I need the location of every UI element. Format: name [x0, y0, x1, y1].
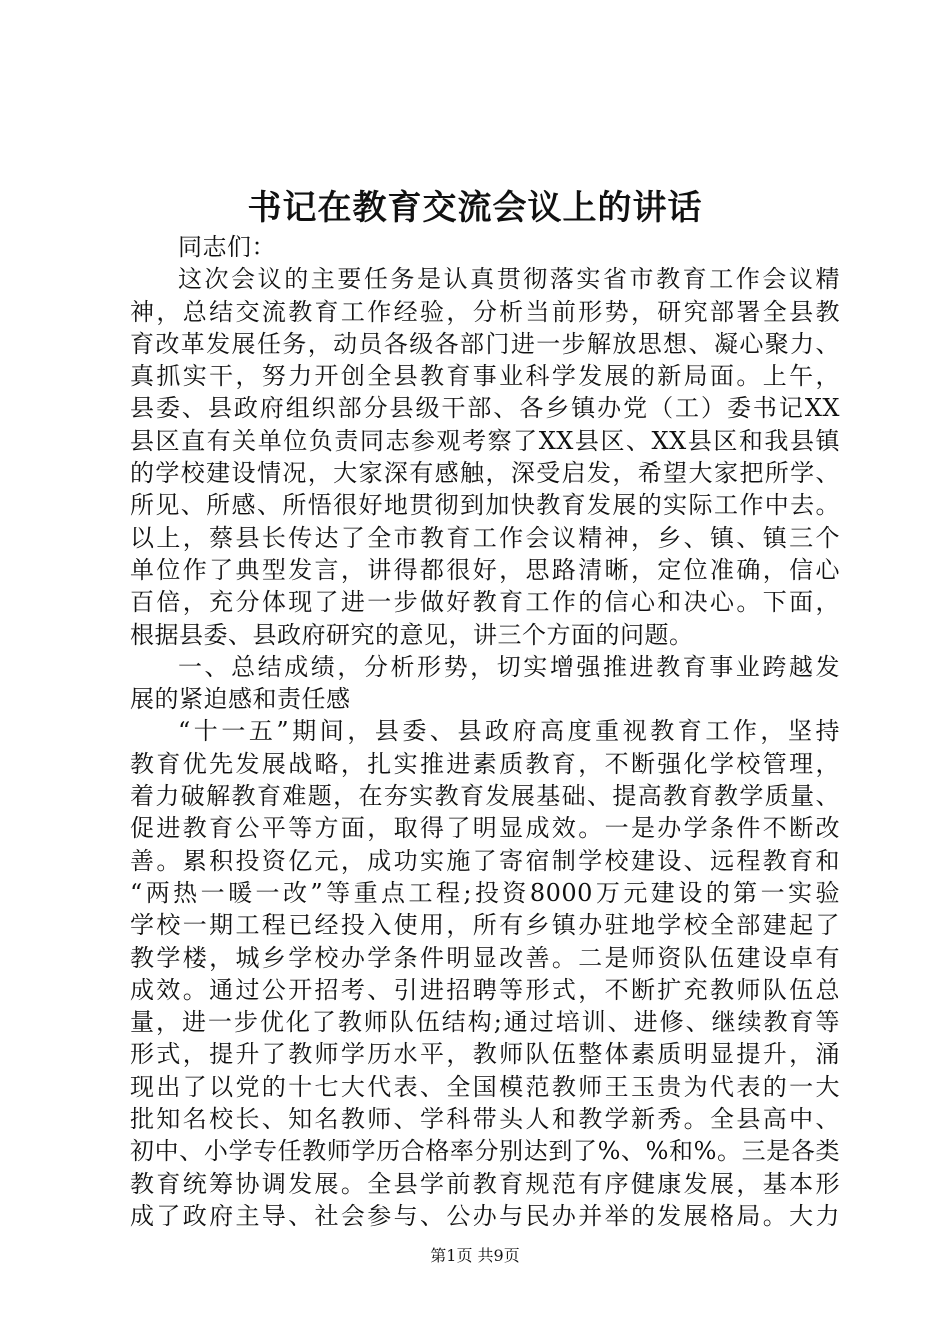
body-line: 县区直有关单位负责同志参观考察了XX县区、XX县区和我县镇 [130, 426, 840, 455]
body-line: 批知名校长、知名教师、学科带头人和教学新秀。全县高中、 [130, 1105, 840, 1134]
body-line: 根据县委、县政府研究的意见，讲三个方面的问题。 [130, 620, 694, 649]
body-line: 学校一期工程已经投入使用，所有乡镇办驻地学校全部建起了 [130, 911, 840, 940]
body-line: 以上，蔡县长传达了全市教育工作会议精神，乡、镇、镇三个 [130, 523, 840, 552]
body-line: 真抓实干，努力开创全县教育事业科学发展的新局面。上午， [130, 362, 840, 391]
body-line: 善。累积投资亿元，成功实施了寄宿制学校建设、远程教育和 [130, 846, 840, 875]
body-line: 这次会议的主要任务是认真贯彻落实省市教育工作会议精 [178, 265, 840, 294]
body-line: 所见、所感、所悟很好地贯彻到加快教育发展的实际工作中去。 [130, 491, 840, 520]
body-line: 县委、县政府组织部分县级干部、各乡镇办党（工）委书记XX [130, 394, 840, 423]
body-line: 百倍，充分体现了进一步做好教育工作的信心和决心。下面， [130, 588, 840, 617]
body-line: 神，总结交流教育工作经验，分析当前形势，研究部署全县教 [130, 297, 840, 326]
section-heading-line: 一、总结成绩，分析形势，切实增强推进教育事业跨越发 [178, 652, 840, 681]
body-line: 形式，提升了教师学历水平，教师队伍整体素质明显提升，涌 [130, 1040, 840, 1069]
body-line: “十一五”期间，县委、县政府高度重视教育工作，坚持 [178, 717, 840, 746]
body-line: 教育统筹协调发展。全县学前教育规范有序健康发展，基本形 [130, 1169, 840, 1198]
body-line: 育改革发展任务，动员各级各部门进一步解放思想、凝心聚力、 [130, 329, 840, 358]
body-line: 成了政府主导、社会参与、公办与民办并举的发展格局。大力 [130, 1201, 840, 1230]
document-body [130, 231, 840, 1232]
body-line: 成效。通过公开招考、引进招聘等形式，不断扩充教师队伍总 [130, 975, 840, 1004]
body-line: 教育优先发展战略，扎实推进素质教育，不断强化学校管理， [130, 749, 840, 778]
body-line: 量，进一步优化了教师队伍结构;通过培训、进修、继续教育等 [130, 1008, 840, 1037]
body-line: 初中、小学专任教师学历合格率分别达到了%、%和%。三是各类 [130, 1137, 840, 1166]
body-line: 着力破解教育难题，在夯实教育发展基础、提高教育教学质量、 [130, 782, 840, 811]
body-line: 的学校建设情况，大家深有感触，深受启发，希望大家把所学、 [130, 459, 840, 488]
document-title: 书记在教育交流会议上的讲话 [247, 188, 703, 228]
body-line: “两热一暖一改”等重点工程;投资8000万元建设的第一实验 [130, 878, 840, 907]
page-number-footer: 第1页 共9页 [430, 1246, 520, 1265]
body-line: 现出了以党的十七大代表、全国模范教师王玉贵为代表的一大 [130, 1072, 840, 1101]
body-line: 促进教育公平等方面，取得了明显成效。一是办学条件不断改 [130, 814, 840, 843]
salutation-line: 同志们： [178, 233, 276, 261]
body-line: 单位作了典型发言，讲得都很好，思路清晰，定位准确，信心 [130, 555, 840, 584]
body-line: 教学楼，城乡学校办学条件明显改善。二是师资队伍建设卓有 [130, 943, 840, 972]
section-heading-line: 展的紧迫感和责任感 [130, 685, 351, 714]
